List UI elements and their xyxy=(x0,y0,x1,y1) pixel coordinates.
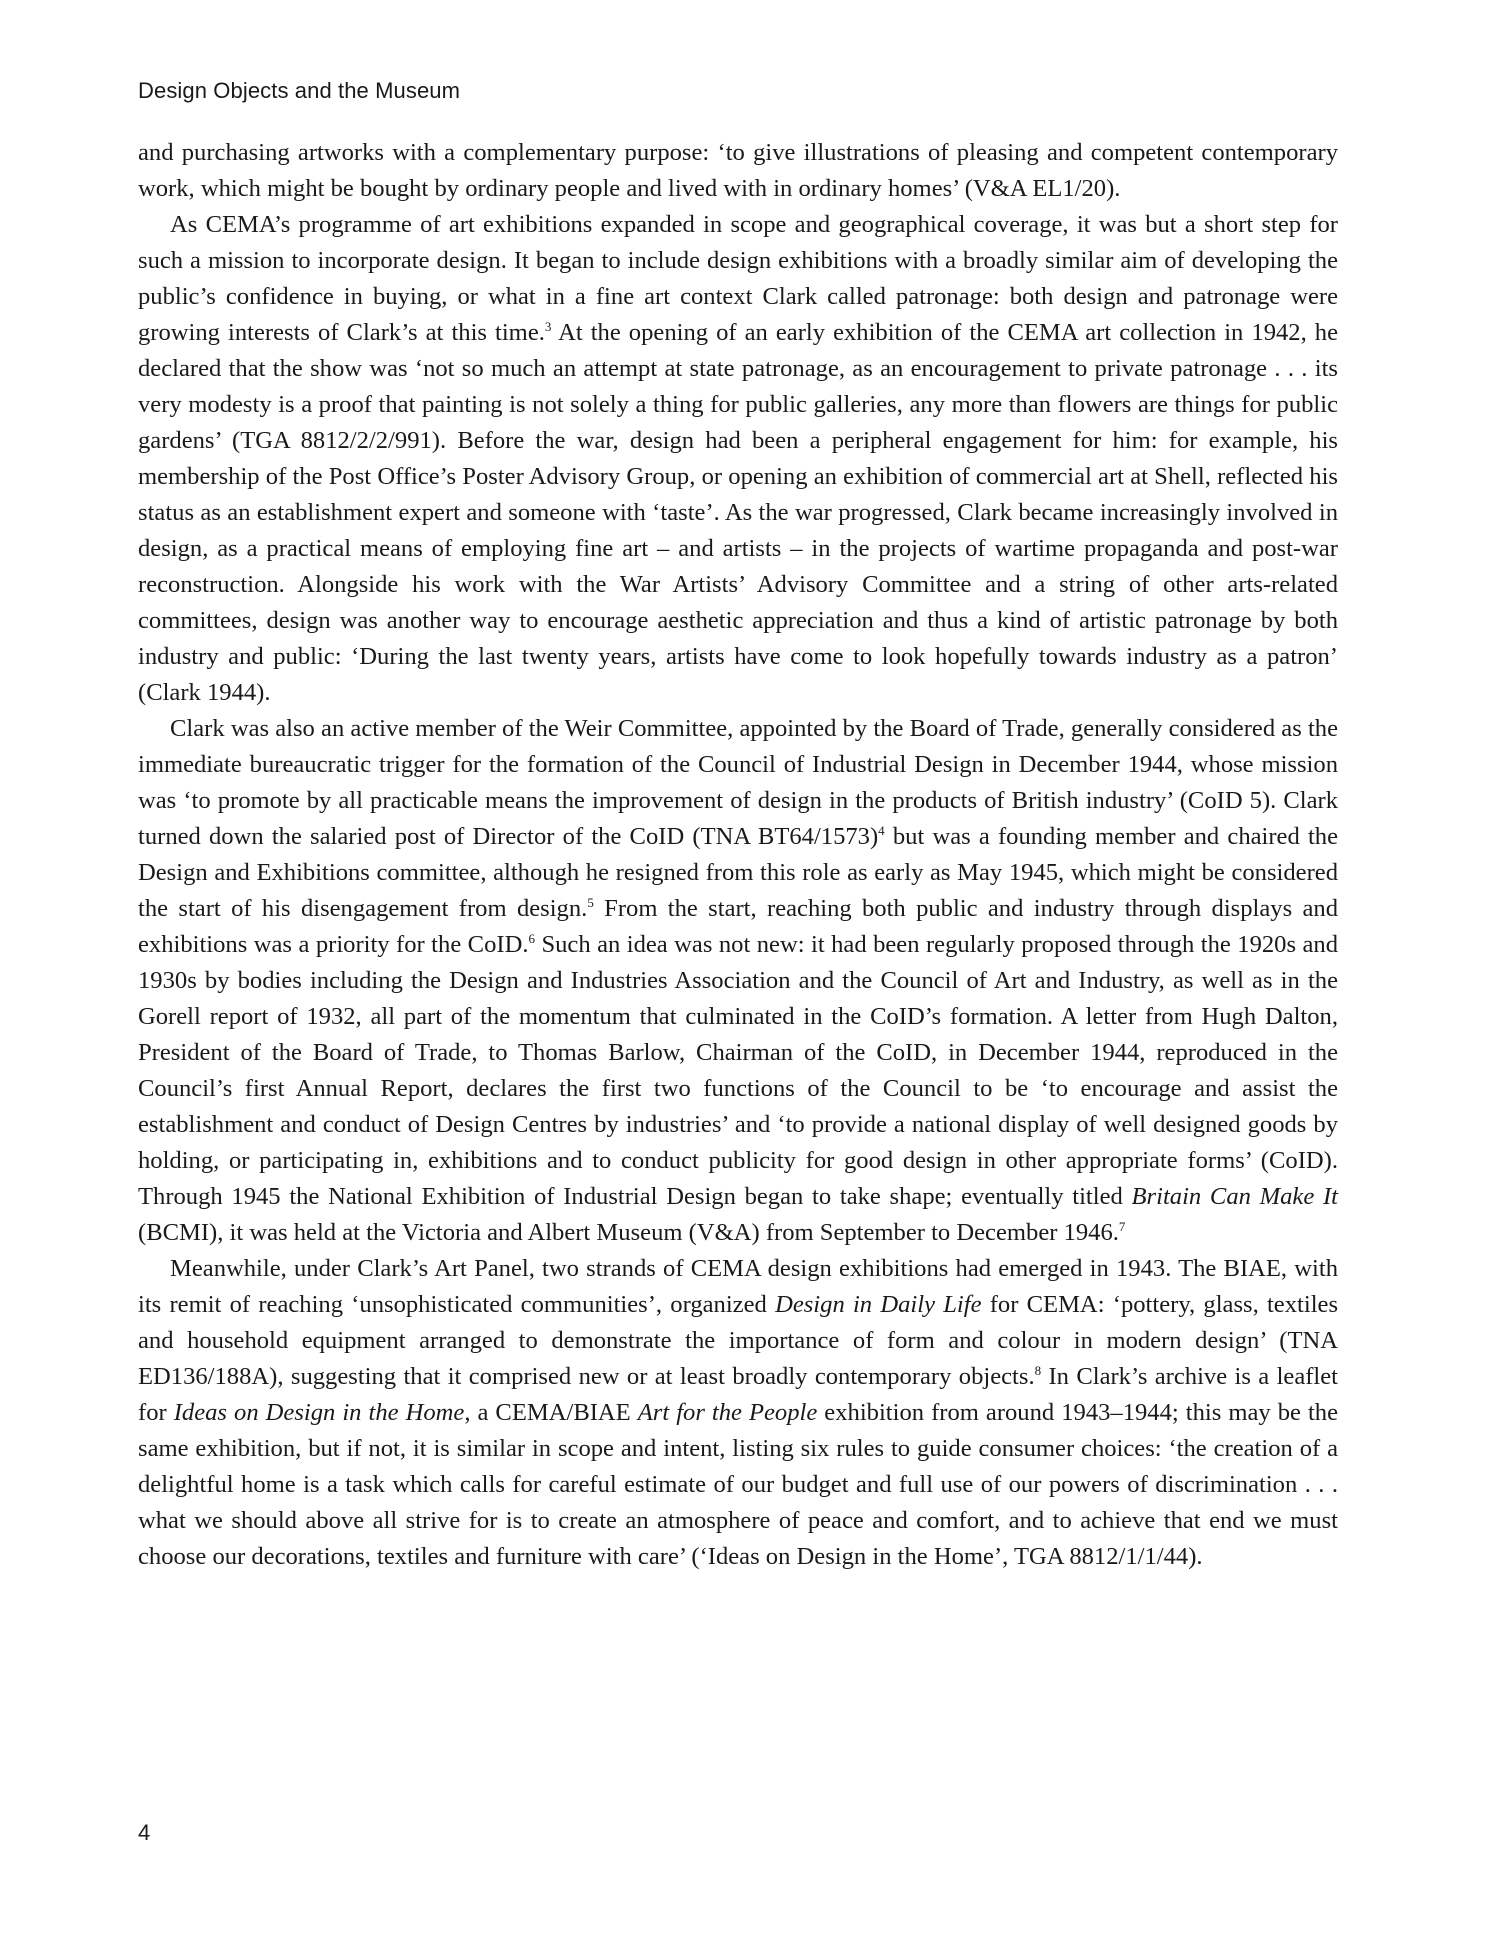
text-run: , a CEMA/BIAE xyxy=(464,1399,638,1426)
text-run: exhibition from around 1943–1944; this may be the same exhibition, but if not, it is similar in scope and intent, listing six rules to guide consumer choices: ‘the creation of a delightful home is a task which calls for careful estimate of our budget and full use of our powers of discrimination . . . what we should above all strive for is to create an atmosphere of peace and comfort, and to achieve that end we must choose our decorations, textiles and furniture with care’ (‘Ideas on Design in the Home’, TGA 8812/1/1/44). xyxy=(138,1399,1338,1570)
text-run: From the start, reaching both public and industry through displays and exhibitions was a priority for the CoID. xyxy=(138,895,1339,958)
text-run: Meanwhile, under Clark’s Art Panel, two strands of CEMA design exhibitions had emerged in 1943. The BIAE, with its remit of reaching ‘unsophisticated communities’, organized xyxy=(138,1255,1338,1318)
italic-title: Art for the People xyxy=(637,1399,818,1426)
paragraph xyxy=(138,1251,1338,1575)
text-run: (BCMI), it was held at the Victoria and Albert Museum (V&A) from September to December 1946. xyxy=(138,1219,1119,1246)
running-head-title: Design Objects and the Museum xyxy=(138,78,461,103)
text-run: Clark was also an active member of the Weir Committee, appointed by the Board of Trade, generally considered as the immediate bureaucratic trigger for the formation of the Council of Industrial Design in December 1944, whose mission was ‘to promote by all practicable means the improvement of design in the products of British industry’ (CoID 5). Clark turned down the salaried post of Director of the CoID (TNA BT64/1573) xyxy=(138,715,1338,850)
page-number: 4 xyxy=(138,1820,151,1845)
text-run: and purchasing artworks with a complementary purpose: ‘to give illustrations of pleasing and competent contemporary work, which might be bought by ordinary people and lived with in ordinary homes’ (V&A EL1/20). xyxy=(138,139,1338,202)
paragraph xyxy=(138,207,1338,711)
italic-title: Britain Can Make It xyxy=(1131,1183,1338,1210)
text-run: Such an idea was not new: it had been regularly proposed through the 1920s and 1930s by bodies including the Design and Industries Association and the Council of Art and Industry, as well as in the Gorell report of 1932, all part of the momentum that culminated in the CoID’s formation. A letter from Hugh Dalton, President of the Board of Trade, to Thomas Barlow, Chairman of the CoID, in December 1944, reproduced in the Council’s first Annual Report, declares the first two functions of the Council to be ‘to encourage and assist the establishment and conduct of Design Centres by industries’ and ‘to provide a national display of well designed goods by holding, or participating in, exhibitions and to conduct publicity for good design in other appropriate forms’ (CoID). Through 1945 the National Exhibition of Industrial Design began to take shape; eventually titled xyxy=(138,931,1338,1210)
paragraph xyxy=(138,711,1338,1251)
text-run: but was a founding member and chaired the Design and Exhibitions committee, although he resigned from this role as early as May 1945, which might be considered the start of his disengagement from design. xyxy=(138,823,1338,922)
text-run: for CEMA: ‘pottery, glass, textiles and household equipment arranged to demonstrate the importance of form and colour in modern design’ (TNA ED136/188A), suggesting that it comprised new or at least broadly contemporary objects. xyxy=(138,1291,1339,1390)
text-run: At the opening of an early exhibition of the CEMA art collection in 1942, he declared that the show was ‘not so much an attempt at state patronage, as an encouragement to private patronage . . . its very modesty is a proof that painting is not solely a thing for public galleries, any more than flowers are things for public gardens’ (TGA 8812/2/2/991). Before the war, design had been a peripheral engagement for him: for example, his membership of the Post Office’s Poster Advisory Group, or opening an exhibition of commercial art at Shell, reflected his status as an establishment expert and someone with ‘taste’. As the war progressed, Clark became increasingly involved in design, as a practical means of employing fine art – and artists – in the projects of wartime propaganda and post-war reconstruction. Alongside his work with the War Artists’ Advisory Committee and a string of other arts-related committees, design was another way to encourage aesthetic appreciation and thus a kind of artistic patronage by both industry and public: ‘During the last twenty years, artists have come to look hopefully towards industry as a patron’ (Clark 1944). xyxy=(138,319,1338,706)
footnote-ref: 3 xyxy=(544,318,552,334)
paragraph xyxy=(138,135,1338,207)
footnote-ref: 4 xyxy=(878,822,885,838)
footnote-ref: 8 xyxy=(1034,1362,1042,1378)
italic-title: Ideas on Design in the Home xyxy=(173,1399,465,1426)
footnote-ref: 5 xyxy=(587,894,594,910)
text-run: In Clark’s archive is a leaflet for xyxy=(138,1363,1339,1426)
body-text xyxy=(138,135,1338,1575)
footnote-ref: 6 xyxy=(528,930,535,946)
italic-title: Design in Daily Life xyxy=(775,1291,982,1318)
text-run: As CEMA’s programme of art exhibitions expanded in scope and geographical coverage, it was but a short step for such a mission to incorporate design. It began to include design exhibitions with a broadly similar aim of developing the public’s confidence in buying, or what in a fine art context Clark called patronage: both design and patronage were growing interests of Clark’s at this time. xyxy=(138,211,1338,346)
footnote-ref: 7 xyxy=(1118,1218,1126,1234)
